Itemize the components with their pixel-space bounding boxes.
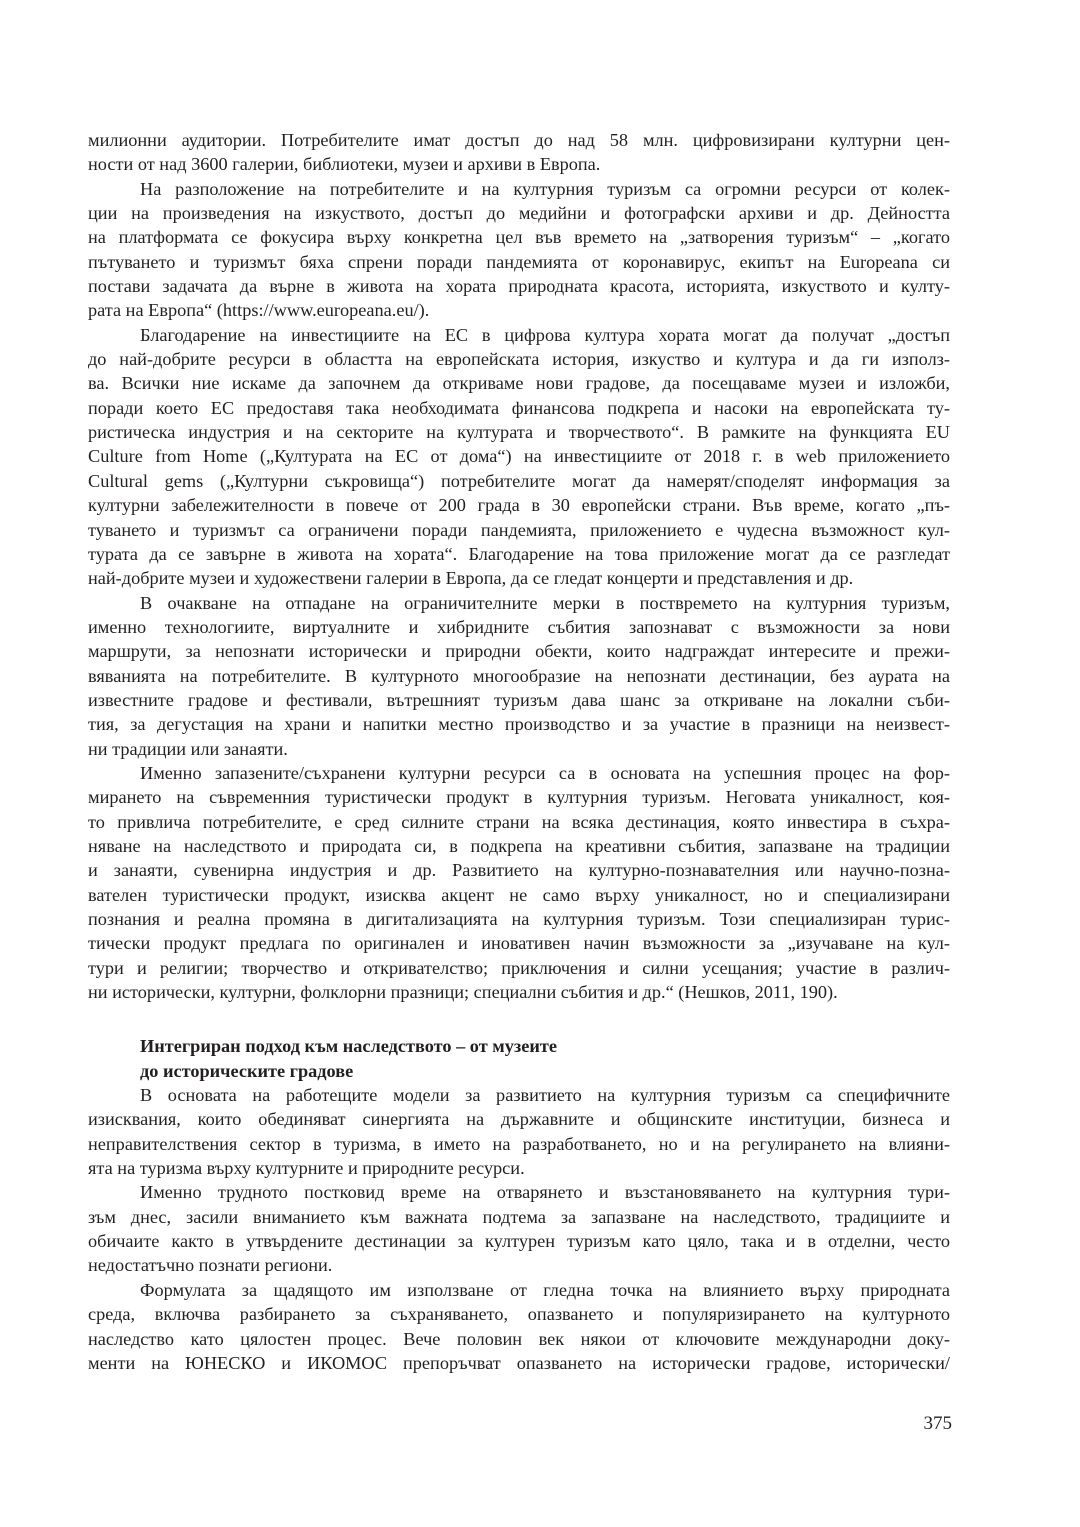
- text-line: ни традиции или занаяти.: [88, 738, 288, 759]
- text-line: обичаите както в утвърдените дестинации за културен туризъм като цяло, така и в отделни, често: [88, 1231, 950, 1252]
- page-number: 375: [923, 1413, 952, 1434]
- text-line: тия, за дегустация на храни и напитки местно производство и за участие в празници на неизвест-: [88, 714, 950, 735]
- paragraph: [88, 1278, 950, 1375]
- text-line: пътуването и туризмът бяха спрени поради пандемията от коронавирус, екипът на Europeana си: [88, 251, 950, 272]
- text-line: вяванията на потребителите. В културното многообразие на непознати дестинации, без аурата на: [88, 665, 950, 686]
- paragraph: [88, 323, 950, 591]
- text-line: Формулата за щадящото им използване от гледна точка на влиянието върху природната: [140, 1279, 950, 1300]
- text-line: ристическа индустрия и на секторите на културата и творчеството“. В рамките на функцията EU: [88, 422, 950, 443]
- text-line: тури и религии; творчество и откривателство; приключения и силни усещания; участие в различ-: [88, 957, 950, 978]
- body-text-bottom: [88, 1083, 950, 1375]
- text-line: тически продукт предлага по оригинален и иновативен начин възможности за „изучаване на кул-: [88, 933, 950, 954]
- text-line: културни забележителности в повече от 200 града в 30 европейски страни. Във време, когато „пъ-: [88, 495, 950, 516]
- paragraph: [88, 128, 950, 177]
- text-line: Cultural gems („Културни съкровища“) потребителите могат да намерят/споделят информация за: [88, 470, 950, 491]
- text-line: В основата на работещите модели за развитието на културния туризъм са специфичните: [140, 1085, 950, 1106]
- text-line: ни исторически, културни, фолклорни празници; специални събития и др.“ (Нешков, 2011, 190).: [88, 982, 838, 1003]
- paragraph: [88, 761, 950, 1004]
- text-line: зъм днес, засили вниманието към важната подтема за запазване на наследството, традициите и: [88, 1206, 950, 1227]
- text-line: менти на ЮНЕСКО и ИКОМОС препоръчват опазването на исторически градове, исторически/: [88, 1352, 950, 1373]
- text-line: неправителствения сектор в туризма, в името на разработването, но и на регулирането на влияни-: [88, 1133, 950, 1154]
- text-line: среда, включва разбирането за съхраняването, опазването и популяризирането на културното: [88, 1304, 950, 1325]
- text-line: ва. Всички ние искаме да започнем да откриваме нови градове, да посещаваме музеи и изложби,: [88, 373, 950, 394]
- text-line: недостатъчно познати региони.: [88, 1255, 333, 1276]
- text-line: известните градове и фестивали, вътрешният туризъм дава шанс за откриване на локални съби-: [88, 689, 950, 710]
- page-body: [88, 128, 950, 1375]
- text-line: Именно трудното постковид време на отварянето и възстановяването на културния тури-: [140, 1182, 950, 1203]
- text-line: наследство като цялостен процес. Вече половин век някои от ключовите международни доку-: [88, 1328, 950, 1349]
- section-heading: [88, 1034, 950, 1083]
- text-line: на платформата се фокусира върху конкретна цел във времето на „затворения туризъм“ – „когато: [88, 227, 950, 248]
- text-line: турата да се завърне в живота на хората“. Благодарение на това приложение могат да се разгледат: [88, 543, 950, 564]
- text-line: милионни аудитории. Потребителите имат достъп до над 58 млн. цифровизирани културни цен-: [88, 130, 950, 150]
- text-line: ята на туризма върху културните и природните ресурси.: [88, 1158, 525, 1179]
- text-line: то привлича потребителите, е сред силните страни на всяка дестинация, която инвестира в съхра-: [88, 811, 950, 832]
- heading-line: Интегриран подход към наследството – от музеите: [140, 1036, 557, 1057]
- text-line: няване на наследството и природата си, в подкрепа на креативни събития, запазване на традиции: [88, 835, 950, 856]
- text-line: до най-добрите ресурси в областта на европейската история, изкуство и култура и да ги използ-: [88, 349, 950, 370]
- text-line: най-добрите музеи и художествени галерии в Европа, да се гледат концерти и представления и др.: [88, 568, 854, 589]
- paragraph: [88, 1083, 950, 1180]
- paragraph: [88, 591, 950, 761]
- text-line: Благодарение на инвестициите на ЕС в цифрова култура хората могат да получат „достъп: [140, 324, 950, 345]
- text-line: и занаяти, сувенирна индустрия и др. Развитието на културно-познавателния или научно-позна-: [88, 860, 950, 881]
- text-line: На разположение на потребителите и на културния туризъм са огромни ресурси от колек-: [140, 178, 950, 199]
- text-line: поради което ЕС предоставя така необходимата финансова подкрепа и насоки на европейската ту-: [88, 397, 950, 418]
- text-line: именно технологиите, виртуалните и хибридните събития запознават с възможности за нови: [88, 616, 950, 637]
- text-line: Именно запазените/съхранени културни ресурси са в основата на успешния процес на фор-: [140, 762, 950, 783]
- text-line: ности от над 3600 галерии, библиотеки, музеи и архиви в Европа.: [88, 154, 601, 175]
- text-line: изисквания, които обединяват синергията на държавните и общинските институции, бизнеса и: [88, 1109, 950, 1130]
- text-line: вателен туристически продукт, изисква акцент не само върху уникалност, но и специализирани: [88, 884, 950, 905]
- text-line: маршрути, за непознати исторически и природни обекти, които надграждат интересите и прежи-: [88, 641, 950, 662]
- paragraph: [88, 1180, 950, 1277]
- text-line: мирането на съвременния туристически продукт в културния туризъм. Неговата уникалност, коя-: [88, 787, 950, 808]
- text-line: В очакване на отпадане на ограничителните мерки в поствремето на културния туризъм,: [140, 592, 950, 613]
- paragraph: [88, 177, 950, 323]
- text-line: Culture from Home („Културата на ЕС от дома“) на инвестициите от 2018 г. в web приложението: [88, 446, 950, 467]
- text-line: познания и реална промяна в дигитализацията на културния туризъм. Този специализиран турис-: [88, 909, 950, 929]
- text-line: рата на Европа“ (https://www.europeana.eu/).: [88, 300, 430, 321]
- text-line: постави задачата да върне в живота на хората природната красота, историята, изкуството и култу-: [88, 276, 950, 297]
- text-line: ции на произведения на изкуството, достъп до медийни и фотографски архиви и др. Дейността: [88, 203, 950, 224]
- heading-line: до историческите градове: [140, 1060, 354, 1081]
- text-line: туването и туризмът са ограничени поради пандемията, приложението е чудесна възможност кул-: [88, 519, 950, 540]
- body-text-top: [88, 128, 950, 1004]
